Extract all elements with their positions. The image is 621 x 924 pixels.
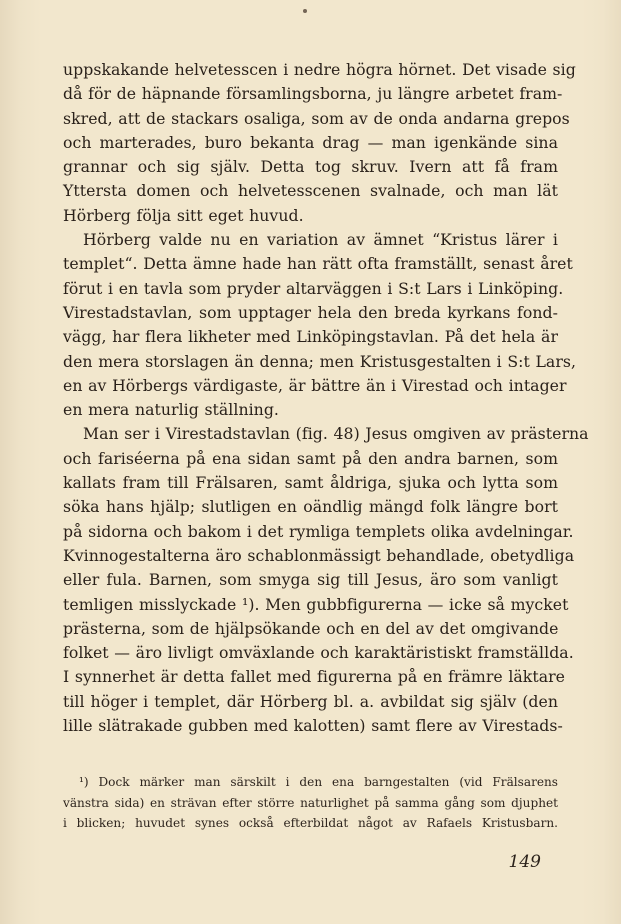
main-text-line: skred, att de stackars osaliga, som av de onda andarna grepos xyxy=(63,108,570,128)
main-text-line: och marterades, buro bekanta drag — man igenkände sina xyxy=(63,132,558,152)
print-speck xyxy=(303,9,307,13)
main-text-line: då för de häpnande församlingsborna, ju längre arbetet fram- xyxy=(63,84,563,104)
footnote xyxy=(63,772,558,834)
main-text-line: till höger i templet, där Hörberg bl. a. avbildat sig själv (den xyxy=(63,691,558,711)
main-text-line: förut i en tavla som pryder altarväggen i S:t Lars i Linköping. xyxy=(63,278,564,298)
main-text-line: en av Hörbergs värdigaste, är bättre än i Virestad och intager xyxy=(63,375,567,395)
main-text-line: söka hans hjälp; slutligen en oändlig mängd folk längre bort xyxy=(63,497,558,517)
footnote-line: i blicken; huvudet synes också efterbildat något av Rafaels Kristusbarn. xyxy=(63,816,558,830)
main-text-line: vägg, har flera likheter med Linköpingstavlan. På det hela är xyxy=(63,327,558,347)
main-text-line: en mera naturlig ställning. xyxy=(63,400,279,420)
main-text-line: Kvinnogestalterna äro schablonmässigt behandlade, obetydliga xyxy=(63,545,575,565)
main-text-line: Man ser i Virestadstavlan (fig. 48) Jesus omgiven av prästerna xyxy=(83,424,589,444)
main-text-line: temligen misslyckade ¹). Men gubbfigurerna — icke så mycket xyxy=(63,594,569,614)
main-text-line: prästerna, som de hjälpsökande och en del av det omgivande xyxy=(63,618,559,638)
main-text-line: kallats fram till Frälsaren, samt åldriga, sjuka och lytta som xyxy=(63,473,558,493)
main-text-line: på sidorna och bakom i det rymliga templets olika avdelningar. xyxy=(63,521,574,541)
main-text xyxy=(63,58,589,738)
main-text-line: grannar och sig själv. Detta tog skruv. Ivern att få fram xyxy=(63,157,558,177)
main-text-line: Hörberg valde nu en variation av ämnet “Kristus lärer i xyxy=(83,230,558,250)
footnote-line: ¹) Dock märker man särskilt i den ena barngestalten (vid Frälsarens xyxy=(79,775,558,789)
main-text-line: och fariséerna på ena sidan samt på den andra barnen, som xyxy=(63,448,558,468)
main-text-line: uppskakande helvetesscen i nedre högra hörnet. Det visade sig xyxy=(63,60,576,79)
main-text-line: Hörberg följa sitt eget huvud. xyxy=(63,205,304,225)
main-text-line: eller fula. Barnen, som smyga sig till Jesus, äro som vanligt xyxy=(63,570,558,590)
footnote-line: vänstra sida) en strävan efter större naturlighet på samma gång som djuphet xyxy=(63,795,558,810)
main-text-line: templet“. Detta ämne hade han rätt ofta framställt, senast året xyxy=(63,254,573,274)
main-text-line: I synnerhet är detta fallet med figurerna på en främre läktare xyxy=(63,667,565,687)
main-text-line: folket — äro livligt omväxlande och karaktäristiskt framställda. xyxy=(63,643,574,663)
main-text-line: den mera storslagen än denna; men Kristusgestalten i S:t Lars, xyxy=(63,351,577,371)
main-text-line: lille slätrakade gubben med kalotten) samt flere av Virestads- xyxy=(63,716,563,736)
main-text-line: Yttersta domen och helvetesscenen svalnade, och man lät xyxy=(63,181,558,201)
page-number: 149 xyxy=(508,852,541,872)
main-text-line: Virestadstavlan, som upptager hela den breda kyrkans fond- xyxy=(63,302,558,322)
